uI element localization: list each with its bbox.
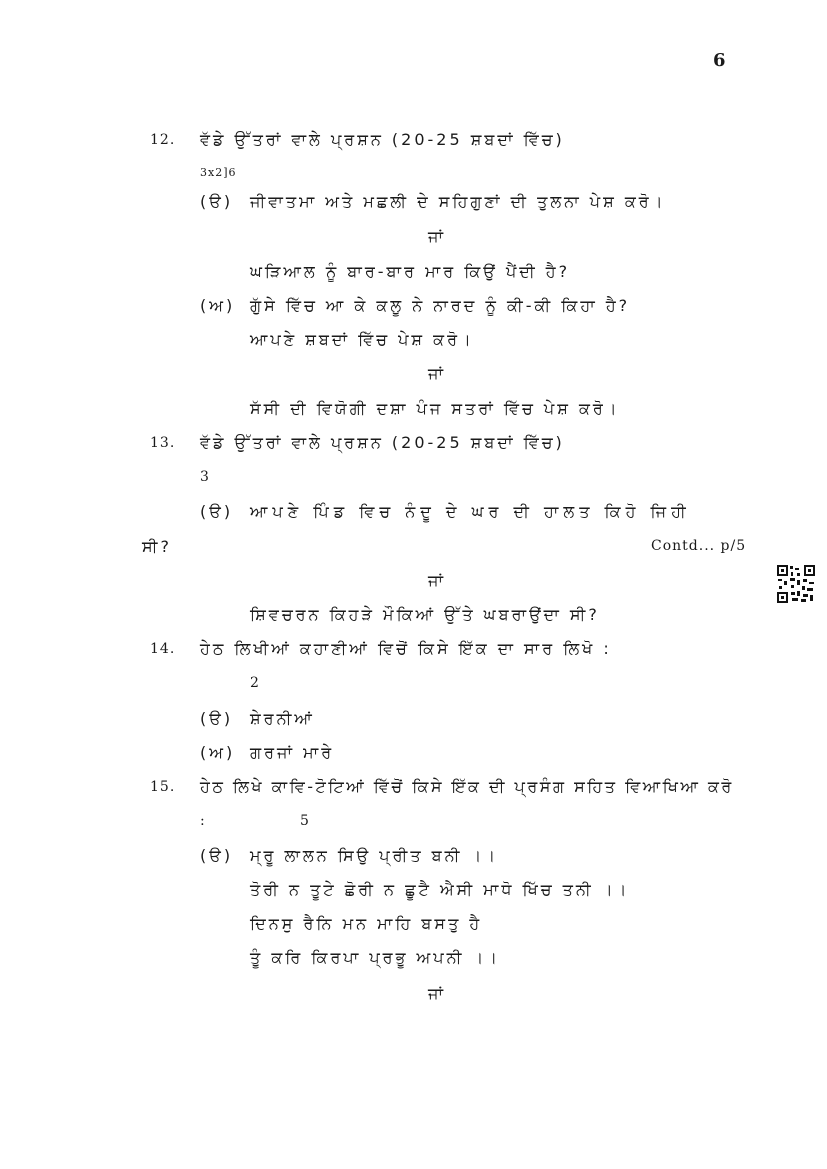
q15-colon: : [200, 813, 206, 829]
q12-number: 12. [150, 132, 176, 148]
q15-line-1: ਮ੍ਰੂ ਲਾਲਨ ਸਿਉ ਪ੍ਰੀਤ ਬਨੀ ।। [250, 846, 499, 865]
q14-b-label: (ਅ) [200, 743, 236, 762]
q12-b-text-2: ਆਪਣੇ ਸ਼ਬਦਾਂ ਵਿੱਚ ਪੇਸ਼ ਕਰੋ। [250, 330, 474, 349]
q12-b-label: (ਅ) [200, 296, 236, 315]
q15-or: ਜਾਂ [428, 984, 446, 1003]
q12-heading: ਵੱਡੇ ਉੱਤਰਾਂ ਵਾਲੇ ਪ੍ਰਸ਼ਨ (20-25 ਸ਼ਬਦਾਂ ਵਿੱਚ) [200, 130, 565, 149]
q13-a-label: (ੳ) [200, 502, 234, 521]
q12-or-2: ਜਾਂ [428, 364, 446, 383]
q12-a-alt: ਘੜਿਆਲ ਨੂੰ ਬਾਰ-ਬਾਰ ਮਾਰ ਕਿਉਂ ਪੈਂਦੀ ਹੈ? [250, 262, 571, 281]
q12-a-text: ਜੀਵਾਤਮਾ ਅਤੇ ਮਛਲੀ ਦੇ ਸਹਿਗੁਣਾਂ ਦੀ ਤੁਲਨਾ ਪੇਸ਼ ਕਰੋ। [250, 192, 666, 211]
q13-heading: ਵੱਡੇ ਉੱਤਰਾਂ ਵਾਲੇ ਪ੍ਰਸ਼ਨ (20-25 ਸ਼ਬਦਾਂ ਵਿੱਚ) [200, 433, 565, 452]
q15-line-2: ਤੋਰੀ ਨ ਤੂਟੇ ਛੋਰੀ ਨ ਛੂਟੈ ਐਸੀ ਮਾਧੋ ਖਿੱਚ ਤਨੀ ।। [250, 880, 630, 899]
q13-a-alt: ਸ਼ਿਵਚਰਨ ਕਿਹੜੇ ਮੌਕਿਆਂ ਉੱਤੇ ਘਬਰਾਉਂਦਾ ਸੀ? [250, 605, 600, 624]
q14-b-text: ਗਰਜਾਂ ਮਾਰੇ [250, 743, 335, 762]
continued-note: Contd... p/5 [651, 538, 747, 554]
q12-b-alt: ਸੱਸੀ ਦੀ ਵਿਯੋਗੀ ਦਸ਼ਾ ਪੰਜ ਸਤਰਾਂ ਵਿੱਚ ਪੇਸ਼ ਕਰੋ। [250, 399, 620, 418]
q15-a-label: (ੳ) [200, 846, 234, 865]
q12-or-1: ਜਾਂ [428, 227, 446, 246]
q14-number: 14. [150, 641, 176, 657]
q15-heading: ਹੇਠ ਲਿਖੇ ਕਾਵਿ-ਟੋਟਿਆਂ ਵਿੱਚੋਂ ਕਿਸੇ ਇੱਕ ਦੀ ਪ੍ਰਸੰਗ ਸਹਿਤ ਵਿਆਖਿਆ ਕਰੋ [200, 777, 734, 796]
qr-code [776, 564, 816, 604]
q13-a-text-end: ਸੀ? [142, 537, 172, 556]
q14-heading: ਹੇਠ ਲਿਖੀਆਂ ਕਹਾਣੀਆਂ ਵਿਚੋਂ ਕਿਸੇ ਇੱਕ ਦਾ ਸਾਰ ਲਿਖੋ : [200, 639, 612, 658]
q13-or: ਜਾਂ [428, 571, 446, 590]
q15-marks: 5 [300, 813, 310, 829]
q14-marks: 2 [250, 675, 260, 691]
q15-line-3: ਦਿਨਸੁ ਰੈਨਿ ਮਨ ਮਾਹਿ ਬਸਤੁ ਹੈ [250, 914, 483, 933]
q13-number: 13. [150, 435, 176, 451]
page-number: 6 [713, 50, 726, 71]
q13-marks: 3 [200, 469, 210, 485]
q12-b-text: ਗੁੱਸੇ ਵਿੱਚ ਆ ਕੇ ਕਲੂ ਨੇ ਨਾਰਦ ਨੂੰ ਕੀ-ਕੀ ਕਿਹਾ ਹੈ? [250, 296, 631, 315]
q12-a-label: (ੳ) [200, 192, 234, 211]
q15-line-4: ਤੂੰ ਕਰਿ ਕਿਰਪਾ ਪ੍ਰਭੂ ਅਪਨੀ ।। [250, 948, 501, 967]
q13-a-text: ਆਪਣੇ ਪਿੰਡ ਵਿਚ ਨੰਦੂ ਦੇ ਘਰ ਦੀ ਹਾਲਤ ਕਿਹੋ ਜਿਹੀ [250, 502, 691, 521]
q15-number: 15. [150, 779, 176, 795]
q12-marks: 3x2]6 [200, 166, 237, 179]
q14-a-text: ਸ਼ੇਰਨੀਆਂ [250, 709, 315, 728]
q14-a-label: (ੳ) [200, 709, 234, 728]
